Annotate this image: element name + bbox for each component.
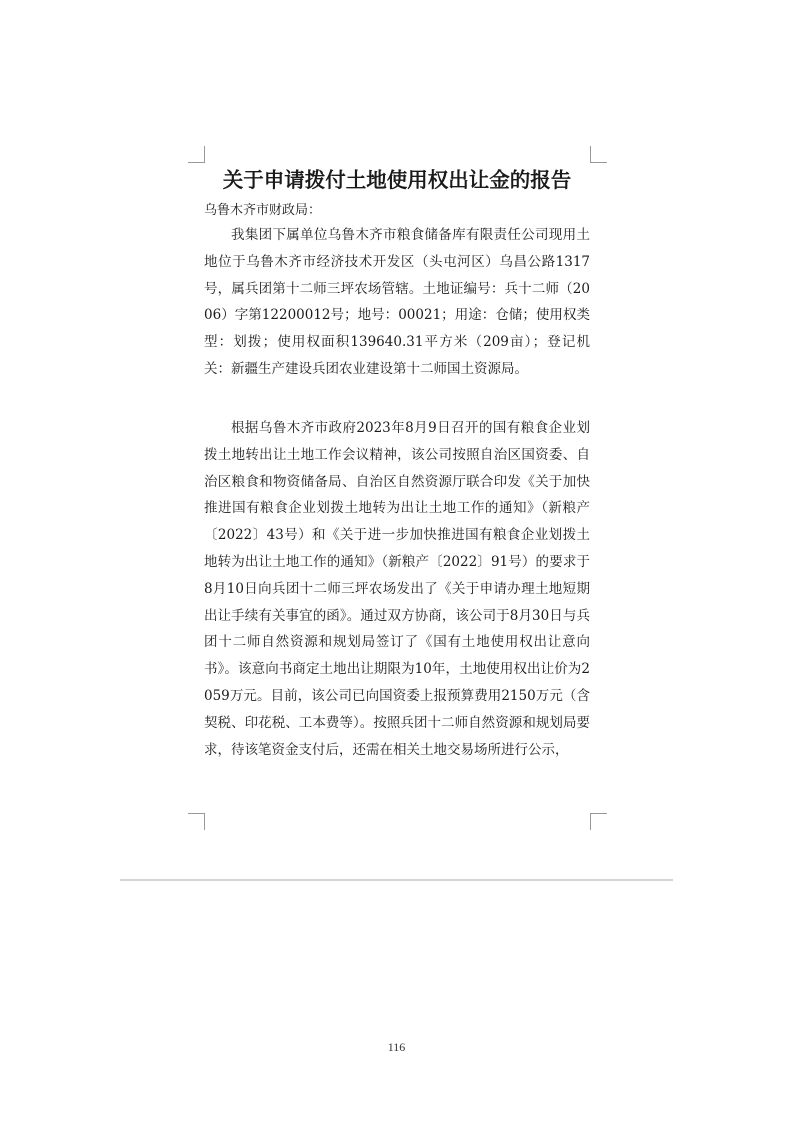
report-title: 关于申请拨付土地使用权出让金的报告 (222, 168, 572, 192)
page-number: 116 (387, 1040, 406, 1054)
crop-mark-bottom-left (188, 813, 205, 830)
body-paragraph-2: 根据乌鲁木齐市政府2023年8月9日召开的国有粮食企业划拨土地转出让土地工作会议精神，该公司按照自治区国资委、自治区粮食和物资储备局、自治区自然资源厅联合印发《关于加快推进国有粮食企业划拨土地转为出让土地工作的通知》（新粮产〔2022〕43号）和《关于进一步加快推进国有粮食企业划拨土地转为出让土地工作的通知》（新粮产〔2022〕91号）的要求于8月10日向兵团十二师三坪农场发出了《关于申请办理土地短期出让手续有关事宜的函》。通过双方协商，该公司于8月30日与兵团十二师自然资源和规划局签订了《国有土地使用权出让意向书》。该意向书商定土地出让期限为10年，土地使用权出让价为2059万元。目前，该公司已向国资委上报预算费用2150万元（含契税、印花税、工本费等）。按照兵团十二师自然资源和规划局要求，待该笔资金支付后，还需在相关土地交易场所进行公示， (204, 420, 590, 758)
crop-mark-top-left (188, 146, 205, 163)
body-paragraph-1: 我集团下属单位乌鲁木齐市粮食储备库有限责任公司现用土地位于乌鲁木齐市经济技术开发区（头屯河区）乌昌公路1317号，属兵团第十二师三坪农场管辖。土地证编号：兵十二师（2006）字第12200012号；地号：00021；用途：仓储；使用权类型：划拨；使用权面积139640.31平方米（209亩）；登记机关：新疆生产建设兵团农业建设第十二师国土资源局。 (204, 227, 590, 377)
crop-mark-top-right (590, 146, 607, 163)
footer-divider (120, 879, 673, 881)
crop-mark-bottom-right (590, 813, 607, 830)
addressee: 乌鲁木齐市财政局： (204, 203, 322, 218)
